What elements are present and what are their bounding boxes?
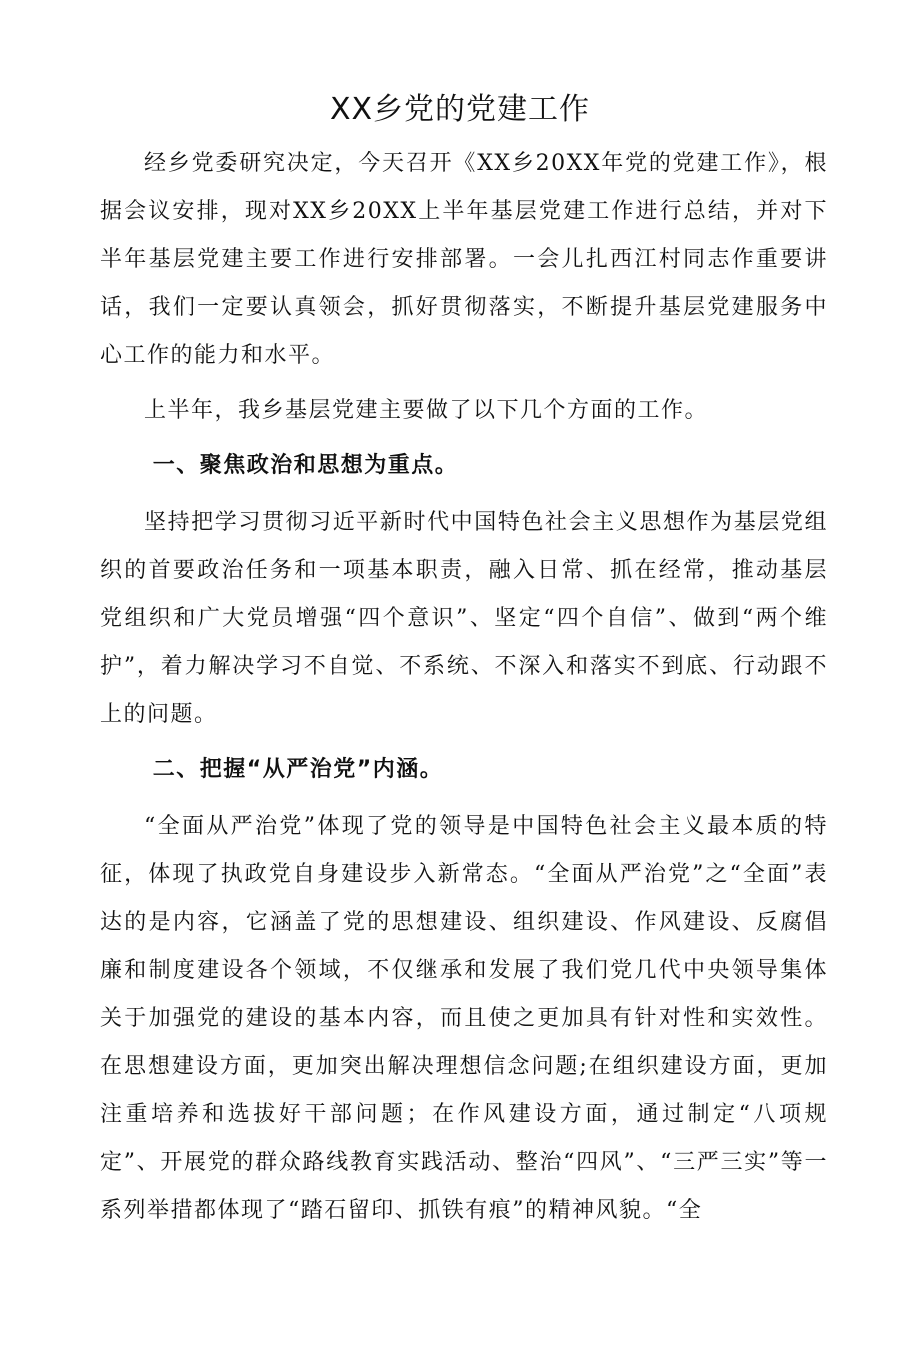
document-title: XX乡党的党建工作 (329, 92, 591, 127)
section-1-heading: 一、聚焦政治和思想为重点。 (152, 453, 459, 478)
section-2-paragraph: “全面从严治党”体现了党的领导是中国特色社会主义最本质的特征，体现了执政党自身建设步入新常态。“全面从严治党”之“全面”表达的是内容，它涵盖了党的思想建设、组织建设、作风建设、反腐倡廉和制度建设各个领域，不仅继承和发展了我们党几代中央领导集体关于加强党的建设的基本内容，而且使之更加具有针对性和实效性。在思想建设方面，更加突出解决理想信念问题;在组织建设方面，更加注重培养和选拔好干部问题；在作风建设方面，通过制定“八项规定”、开展党的群众路线教育实践活动、整治“四风”、“三严三实”等一系列举措都体现了“踏石留印、抓铁有痕”的精神风貌。“全 (100, 814, 828, 1223)
document-body (100, 140, 828, 1242)
intro-paragraph: 经乡党委研究决定，今天召开《XX乡20XX年党的党建工作》，根据会议安排，现对XX乡20XX上半年基层党建工作进行总结，并对下半年基层党建主要工作进行安排部署。一会儿扎西江村同志作重要讲话，我们一定要认真领会，抓好贯彻落实，不断提升基层党建服务中心工作的能力和水平。 (100, 151, 828, 368)
summary-paragraph: 上半年，我乡基层党建主要做了以下几个方面的工作。 (144, 398, 709, 423)
section-2-heading: 二、把握“从严治党”内涵。 (152, 757, 444, 782)
section-1-paragraph: 坚持把学习贯彻习近平新时代中国特色社会主义思想作为基层党组织的首要政治任务和一项基本职责，融入日常、抓在经常，推动基层党组织和广大党员增强“四个意识”、坚定“四个自信”、做到“两个维护”，着力解决学习不自觉、不系统、不深入和落实不到底、行动跟不上的问题。 (100, 510, 828, 727)
